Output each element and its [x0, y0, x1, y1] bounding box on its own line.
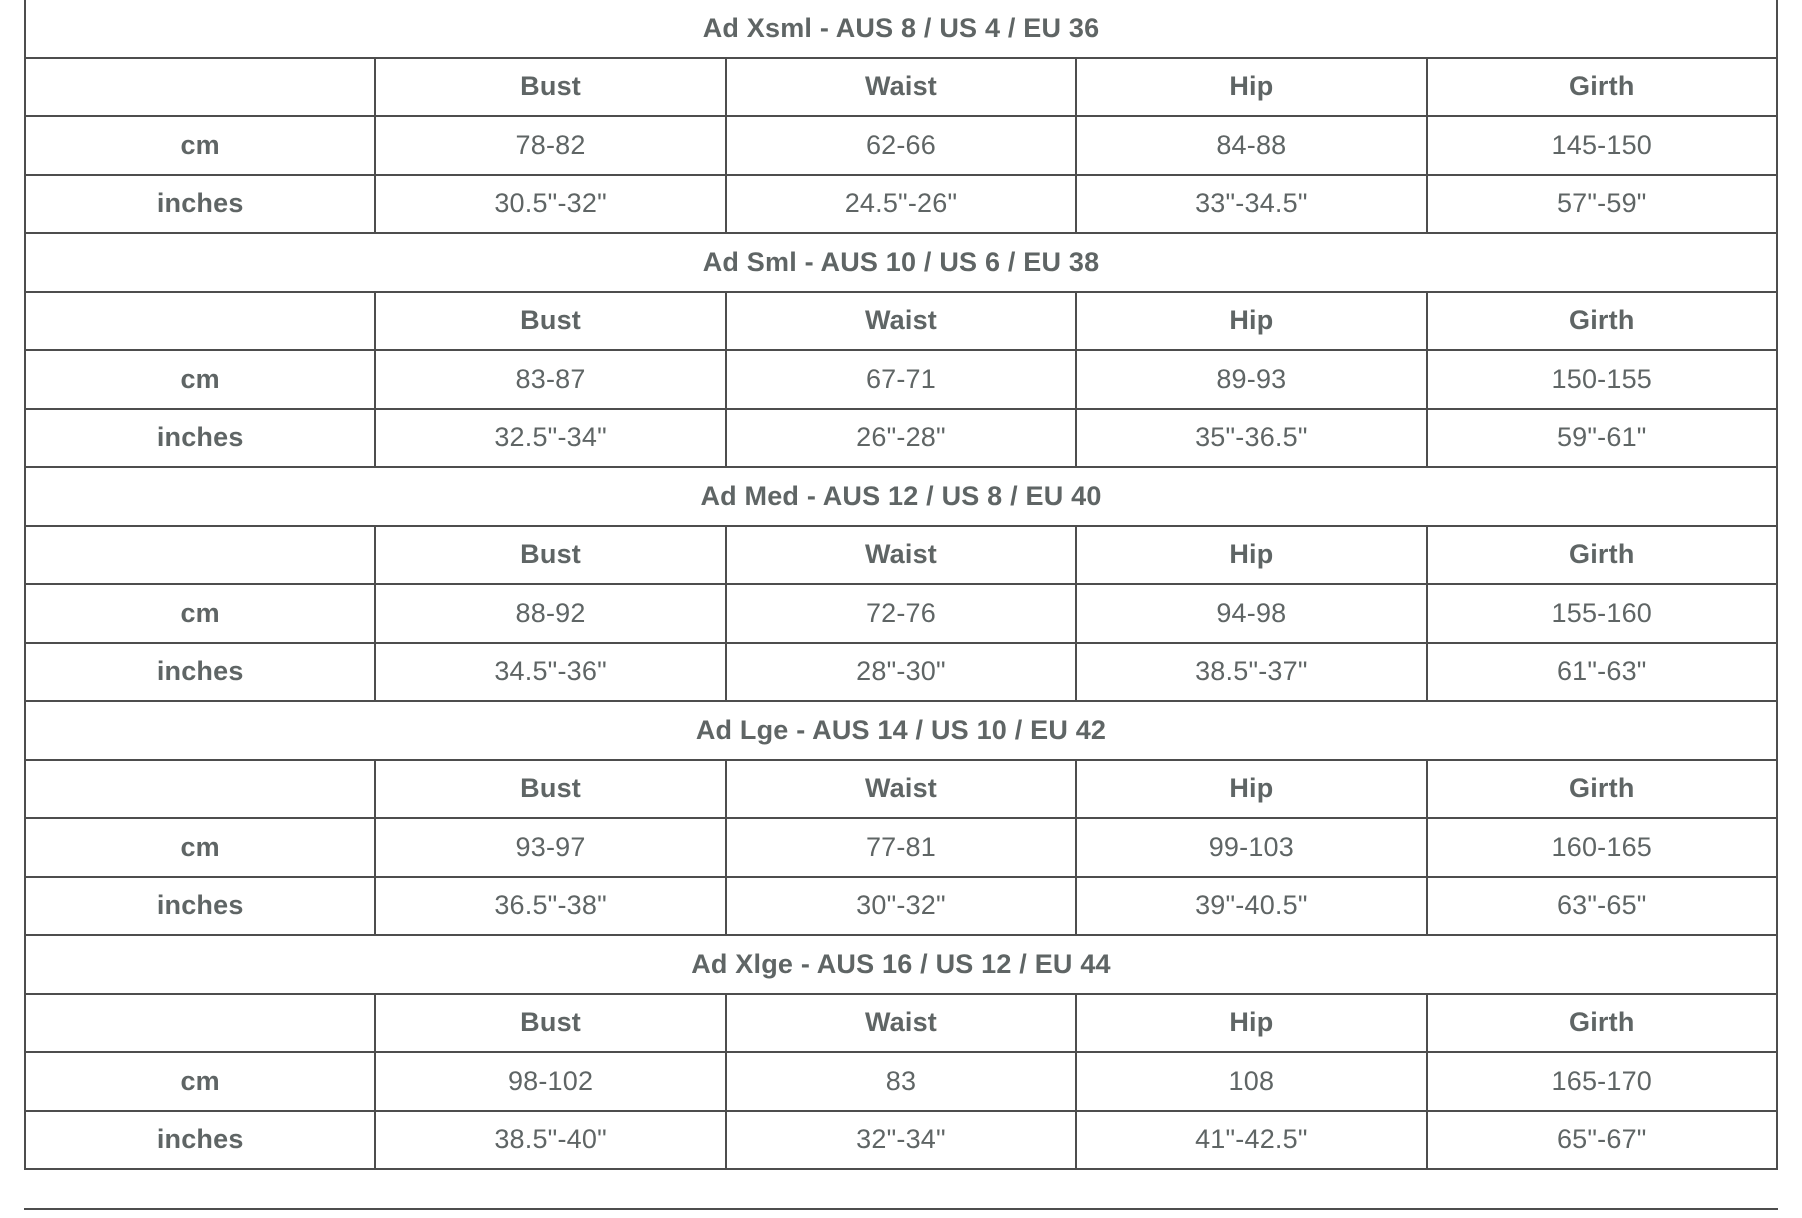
bust-value: 36.5"-38" [375, 877, 725, 936]
column-header-hip: Hip [1076, 526, 1426, 585]
table-row-cm [25, 584, 1777, 643]
measurement-header-row [25, 58, 1777, 117]
header-blank-cell [25, 526, 375, 585]
column-header-waist: Waist [726, 292, 1076, 351]
waist-value: 26"-28" [726, 409, 1076, 468]
girth-value: 61"-63" [1427, 643, 1777, 702]
row-label-inches: inches [25, 1111, 375, 1170]
bust-value: 83-87 [375, 350, 725, 409]
column-header-girth: Girth [1427, 292, 1777, 351]
girth-value: 165-170 [1427, 1052, 1777, 1111]
bust-value: 34.5"-36" [375, 643, 725, 702]
girth-value: 57"-59" [1427, 175, 1777, 234]
row-label-inches: inches [25, 877, 375, 936]
size-section-title: Ad Sml - AUS 10 / US 6 / EU 38 [25, 233, 1777, 292]
bust-value: 30.5"-32" [375, 175, 725, 234]
size-section-title-row [25, 233, 1777, 292]
column-header-hip: Hip [1076, 760, 1426, 819]
header-blank-cell [25, 760, 375, 819]
row-label-inches: inches [25, 409, 375, 468]
column-header-girth: Girth [1427, 994, 1777, 1053]
girth-value: 150-155 [1427, 350, 1777, 409]
hip-value: 84-88 [1076, 116, 1426, 175]
header-blank-cell [25, 994, 375, 1053]
column-header-waist: Waist [726, 526, 1076, 585]
table-row-cm [25, 1052, 1777, 1111]
bust-value: 88-92 [375, 584, 725, 643]
header-blank-cell [25, 292, 375, 351]
size-chart-table [24, 0, 1778, 1170]
table-row-inches [25, 409, 1777, 468]
measurement-header-row [25, 994, 1777, 1053]
header-blank-cell [25, 58, 375, 117]
column-header-bust: Bust [375, 526, 725, 585]
girth-value: 145-150 [1427, 116, 1777, 175]
measurement-header-row [25, 526, 1777, 585]
row-label-cm: cm [25, 350, 375, 409]
bust-value: 32.5"-34" [375, 409, 725, 468]
table-row-inches [25, 643, 1777, 702]
column-header-girth: Girth [1427, 58, 1777, 117]
column-header-bust: Bust [375, 58, 725, 117]
size-section-title-row [25, 0, 1777, 58]
bust-value: 78-82 [375, 116, 725, 175]
table-row-inches [25, 175, 1777, 234]
hip-value: 89-93 [1076, 350, 1426, 409]
column-header-waist: Waist [726, 994, 1076, 1053]
table-row-cm [25, 350, 1777, 409]
column-header-bust: Bust [375, 994, 725, 1053]
column-header-bust: Bust [375, 292, 725, 351]
girth-value: 63"-65" [1427, 877, 1777, 936]
bust-value: 93-97 [375, 818, 725, 877]
waist-value: 30"-32" [726, 877, 1076, 936]
column-header-girth: Girth [1427, 526, 1777, 585]
size-section-title: Ad Xsml - AUS 8 / US 4 / EU 36 [25, 0, 1777, 58]
column-header-girth: Girth [1427, 760, 1777, 819]
waist-value: 83 [726, 1052, 1076, 1111]
hip-value: 33"-34.5" [1076, 175, 1426, 234]
waist-value: 72-76 [726, 584, 1076, 643]
column-header-bust: Bust [375, 760, 725, 819]
column-header-hip: Hip [1076, 58, 1426, 117]
row-label-cm: cm [25, 1052, 375, 1111]
table-row-inches [25, 1111, 1777, 1170]
hip-value: 41"-42.5" [1076, 1111, 1426, 1170]
column-header-waist: Waist [726, 760, 1076, 819]
row-label-cm: cm [25, 116, 375, 175]
hip-value: 38.5"-37" [1076, 643, 1426, 702]
row-label-cm: cm [25, 584, 375, 643]
column-header-waist: Waist [726, 58, 1076, 117]
size-section-title-row [25, 935, 1777, 994]
girth-value: 65"-67" [1427, 1111, 1777, 1170]
size-section-title: Ad Xlge - AUS 16 / US 12 / EU 44 [25, 935, 1777, 994]
bust-value: 98-102 [375, 1052, 725, 1111]
hip-value: 99-103 [1076, 818, 1426, 877]
hip-value: 94-98 [1076, 584, 1426, 643]
column-header-hip: Hip [1076, 994, 1426, 1053]
table-row-cm [25, 116, 1777, 175]
row-label-inches: inches [25, 175, 375, 234]
hip-value: 39"-40.5" [1076, 877, 1426, 936]
waist-value: 77-81 [726, 818, 1076, 877]
waist-value: 32"-34" [726, 1111, 1076, 1170]
hip-value: 108 [1076, 1052, 1426, 1111]
waist-value: 28"-30" [726, 643, 1076, 702]
waist-value: 24.5"-26" [726, 175, 1076, 234]
table-row-inches [25, 877, 1777, 936]
hip-value: 35"-36.5" [1076, 409, 1426, 468]
waist-value: 62-66 [726, 116, 1076, 175]
table-row-cm [25, 818, 1777, 877]
girth-value: 160-165 [1427, 818, 1777, 877]
size-section-title-row [25, 467, 1777, 526]
bust-value: 38.5"-40" [375, 1111, 725, 1170]
table-bottom-divider [24, 1208, 1778, 1218]
girth-value: 59"-61" [1427, 409, 1777, 468]
size-section-title-row [25, 701, 1777, 760]
measurement-header-row [25, 760, 1777, 819]
column-header-hip: Hip [1076, 292, 1426, 351]
row-label-cm: cm [25, 818, 375, 877]
waist-value: 67-71 [726, 350, 1076, 409]
girth-value: 155-160 [1427, 584, 1777, 643]
row-label-inches: inches [25, 643, 375, 702]
size-section-title: Ad Med - AUS 12 / US 8 / EU 40 [25, 467, 1777, 526]
measurement-header-row [25, 292, 1777, 351]
size-section-title: Ad Lge - AUS 14 / US 10 / EU 42 [25, 701, 1777, 760]
